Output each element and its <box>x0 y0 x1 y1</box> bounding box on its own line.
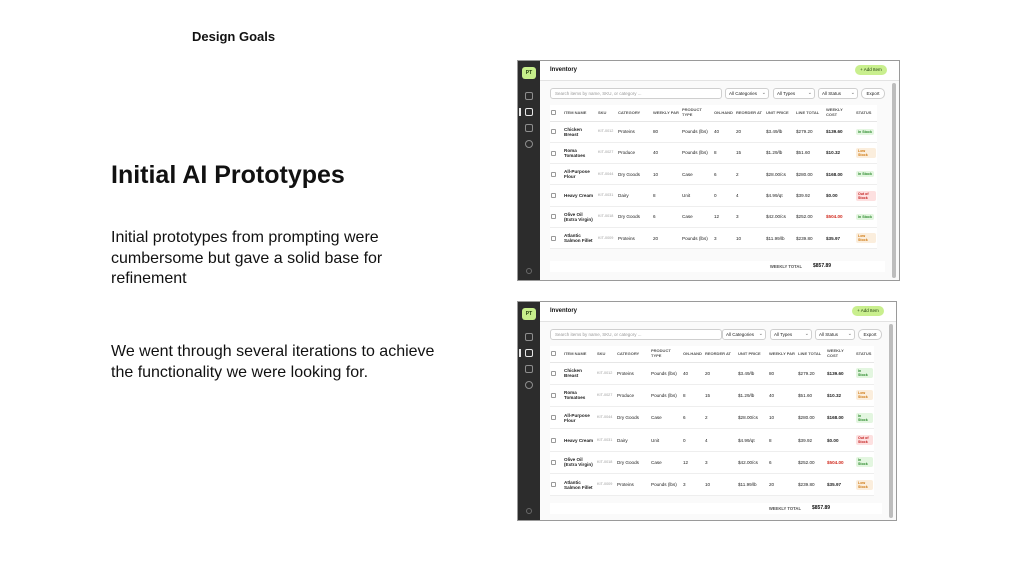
item-weekly-par: 8 <box>768 429 797 451</box>
app-title: Inventory <box>550 308 578 314</box>
item-weekly-par: 6 <box>652 206 681 227</box>
row-checkbox-cell <box>550 206 563 227</box>
status-badge: Low Stock <box>856 233 876 243</box>
item-sku: KIT-0012 <box>596 362 616 384</box>
status-cell <box>855 407 874 429</box>
table-header-row <box>550 346 874 362</box>
row-checkbox-cell <box>550 362 563 384</box>
item-unit-price: $4.99/qt <box>737 429 768 451</box>
dashboard-icon[interactable] <box>525 333 533 341</box>
item-category: Dry Goods <box>617 206 652 227</box>
category-filter-value: All Categories <box>729 91 758 96</box>
description-paragraph-1: Initial prototypes from prompting were cumbersome but gave a solid base for refinement <box>111 229 383 287</box>
item-weekly-cost: $0.00 <box>826 429 855 451</box>
app-header <box>540 302 896 322</box>
status-filter-select[interactable] <box>818 88 858 99</box>
item-unit-price: $3.49/lb <box>737 362 768 384</box>
item-reorder-at: 15 <box>704 384 737 406</box>
item-line-total: $51.60 <box>797 384 826 406</box>
item-weekly-cost: $10.32 <box>826 384 855 406</box>
user-icon[interactable] <box>526 508 532 514</box>
weekly-total-label: WEEKLY TOTAL <box>769 264 802 269</box>
item-category: Dairy <box>617 185 652 206</box>
item-product-type: Case <box>681 164 713 185</box>
table-row[interactable] <box>550 473 874 495</box>
app-title: Inventory <box>550 67 578 73</box>
item-category: Dairy <box>616 429 650 451</box>
item-product-type: Pounds (lbs) <box>650 384 682 406</box>
status-badge: In Stock <box>856 457 873 467</box>
row-checkbox[interactable] <box>551 438 556 443</box>
row-checkbox[interactable] <box>551 482 556 487</box>
app-sidebar <box>518 302 540 520</box>
item-category: Proteins <box>616 473 650 495</box>
status-badge: Out of Stock <box>856 435 873 445</box>
row-checkbox[interactable] <box>551 393 556 398</box>
column-header[interactable]: STATUS <box>855 346 874 362</box>
category-filter-select[interactable] <box>722 329 766 340</box>
item-on-hand: 12 <box>713 206 735 227</box>
status-cell <box>855 164 877 185</box>
item-weekly-par: 10 <box>652 164 681 185</box>
item-line-total: $280.00 <box>795 164 825 185</box>
column-header[interactable]: WEEKLY PAR <box>652 105 681 121</box>
item-on-hand: 8 <box>713 142 735 163</box>
item-sku: KIT-0009 <box>597 227 617 248</box>
description-paragraph-2: We went through several iterations to achieve the functionality we were looking for. <box>111 343 435 381</box>
row-checkbox-cell <box>550 164 563 185</box>
item-sku: KIT-0018 <box>596 451 616 473</box>
inventory-table <box>550 346 874 496</box>
item-unit-price: $28.00/cs <box>765 164 795 185</box>
inventory-icon[interactable] <box>525 349 533 357</box>
item-name: Olive Oil (Extra Virgin) <box>563 451 596 473</box>
item-product-type: Case <box>650 451 682 473</box>
item-line-total: $51.60 <box>795 142 825 163</box>
active-indicator <box>519 108 521 116</box>
chevron-down-icon: ⌄ <box>807 90 812 96</box>
row-checkbox[interactable] <box>551 460 556 465</box>
app-header <box>540 61 899 81</box>
prototype-screenshot-2 <box>517 301 897 521</box>
table-header-row <box>550 105 877 121</box>
item-name: Roma Tomatoes <box>563 142 597 163</box>
column-header[interactable]: CATEGORY <box>617 105 652 121</box>
search-input[interactable]: Search items by name, SKU, or category ... <box>550 88 722 99</box>
item-reorder-at: 3 <box>735 206 765 227</box>
status-cell <box>855 185 877 206</box>
status-filter-select[interactable] <box>815 329 855 340</box>
row-checkbox[interactable] <box>551 129 556 134</box>
item-line-total: $239.80 <box>797 473 826 495</box>
weekly-total-value: $857.89 <box>813 263 832 269</box>
category-filter-select[interactable] <box>725 88 769 99</box>
item-weekly-par: 20 <box>652 227 681 248</box>
row-checkbox-cell <box>550 407 563 429</box>
app-logo: PT <box>522 308 536 320</box>
table-row[interactable] <box>550 384 874 406</box>
add-item-button[interactable]: + Add Item <box>855 65 887 75</box>
item-weekly-par: 20 <box>768 473 797 495</box>
scrollbar[interactable] <box>889 324 893 518</box>
item-reorder-at: 10 <box>704 473 737 495</box>
item-reorder-at: 2 <box>704 407 737 429</box>
item-product-type: Unit <box>681 185 713 206</box>
type-filter-value: All Types <box>774 332 793 337</box>
status-filter-value: All Status <box>822 91 842 96</box>
row-checkbox[interactable] <box>551 172 556 177</box>
table-row[interactable] <box>550 185 877 206</box>
column-header[interactable]: UNIT PRICE <box>737 346 768 362</box>
item-unit-price: $1.29/lb <box>765 142 795 163</box>
table-row[interactable] <box>550 407 874 429</box>
status-filter-value: All Status <box>819 332 839 337</box>
column-header[interactable]: ITEM NAME <box>563 105 597 121</box>
column-header[interactable]: PRODUCT TYPE <box>650 346 682 362</box>
status-cell <box>855 227 877 248</box>
item-category: Dry Goods <box>616 407 650 429</box>
item-unit-price: $11.99/lb <box>737 473 768 495</box>
type-filter-select[interactable] <box>773 88 815 99</box>
weekly-total-label: WEEKLY TOTAL <box>768 506 801 511</box>
inventory-table <box>550 105 877 249</box>
item-weekly-cost: $168.00 <box>826 407 855 429</box>
item-line-total: $279.20 <box>797 362 826 384</box>
item-name: Heavy Cream <box>563 429 596 451</box>
item-weekly-cost: $0.00 <box>825 185 855 206</box>
item-category: Dry Goods <box>616 451 650 473</box>
column-header[interactable]: UNIT PRICE <box>765 105 795 121</box>
status-badge: Low Stock <box>856 148 876 158</box>
table-row[interactable] <box>550 206 877 227</box>
item-weekly-cost: $168.00 <box>825 164 855 185</box>
settings-icon[interactable] <box>525 381 533 389</box>
item-weekly-par: 6 <box>768 451 797 473</box>
item-product-type: Pounds (lbs) <box>681 227 713 248</box>
export-button[interactable]: Export <box>861 88 885 99</box>
item-reorder-at: 4 <box>735 185 765 206</box>
item-on-hand: 40 <box>713 121 735 142</box>
item-product-type: Case <box>681 206 713 227</box>
chevron-down-icon: ⌄ <box>758 331 763 337</box>
column-header[interactable]: PRODUCT TYPE <box>681 105 713 121</box>
column-header[interactable]: REORDER AT <box>704 346 737 362</box>
scrollbar[interactable] <box>892 83 896 278</box>
status-cell <box>855 384 874 406</box>
item-reorder-at: 3 <box>704 451 737 473</box>
item-sku: KIT-0009 <box>596 473 616 495</box>
item-category: Produce <box>616 384 650 406</box>
column-header[interactable]: LINE TOTAL <box>795 105 825 121</box>
item-reorder-at: 4 <box>704 429 737 451</box>
item-weekly-cost: $35.97 <box>825 227 855 248</box>
row-checkbox-cell <box>550 185 563 206</box>
weekly-total-row <box>550 261 885 272</box>
item-on-hand: 8 <box>682 384 704 406</box>
item-weekly-cost: $504.00 <box>825 206 855 227</box>
chevron-down-icon: ⌄ <box>804 331 809 337</box>
slide-title: Initial AI Prototypes <box>111 161 345 189</box>
item-line-total: $252.00 <box>795 206 825 227</box>
item-reorder-at: 20 <box>735 121 765 142</box>
item-unit-price: $4.99/qt <box>765 185 795 206</box>
item-sku: KIT-0044 <box>597 164 617 185</box>
item-weekly-par: 40 <box>652 142 681 163</box>
select-all-checkbox[interactable] <box>551 351 556 356</box>
app-main <box>540 302 896 520</box>
column-header[interactable]: STATUS <box>855 105 877 121</box>
item-line-total: $280.00 <box>797 407 826 429</box>
item-line-total: $39.92 <box>797 429 826 451</box>
chevron-down-icon: ⌄ <box>847 331 852 337</box>
item-line-total: $279.20 <box>795 121 825 142</box>
item-weekly-cost: $139.60 <box>826 362 855 384</box>
item-on-hand: 12 <box>682 451 704 473</box>
item-sku: KIT-0012 <box>597 121 617 142</box>
search-input[interactable]: Search items by name, SKU, or category ... <box>550 329 722 340</box>
item-weekly-par: 8 <box>652 185 681 206</box>
item-category: Dry Goods <box>617 164 652 185</box>
item-weekly-cost: $10.32 <box>825 142 855 163</box>
app-logo: PT <box>522 67 536 79</box>
item-weekly-par: 40 <box>768 384 797 406</box>
item-sku: KIT-0018 <box>597 206 617 227</box>
row-checkbox-cell <box>550 227 563 248</box>
row-checkbox-cell <box>550 384 563 406</box>
export-button[interactable]: Export <box>858 329 882 340</box>
weekly-total-row <box>550 503 882 514</box>
status-badge: Low Stock <box>856 390 873 400</box>
item-line-total: $239.80 <box>795 227 825 248</box>
column-header[interactable]: REORDER AT <box>735 105 765 121</box>
item-sku: KIT-0031 <box>596 429 616 451</box>
column-header[interactable]: WEEKLY PAR <box>768 346 797 362</box>
item-reorder-at: 10 <box>735 227 765 248</box>
row-checkbox[interactable] <box>551 415 556 420</box>
item-line-total: $252.00 <box>797 451 826 473</box>
column-header[interactable]: WEEKLY COST <box>826 346 855 362</box>
item-name: Atlantic Salmon Fillet <box>563 473 596 495</box>
item-name: All-Purpose Flour <box>563 164 597 185</box>
tag-icon[interactable] <box>525 124 533 132</box>
settings-icon[interactable] <box>525 140 533 148</box>
row-checkbox[interactable] <box>551 151 556 156</box>
status-badge: In Stock <box>858 129 872 134</box>
chevron-down-icon: ⌄ <box>850 90 855 96</box>
status-badge: In Stock <box>856 413 873 423</box>
table-row[interactable] <box>550 429 874 451</box>
item-name: Olive Oil (Extra Virgin) <box>563 206 597 227</box>
table-row[interactable] <box>550 142 877 163</box>
item-unit-price: $1.29/lb <box>737 384 768 406</box>
item-unit-price: $28.00/cs <box>737 407 768 429</box>
column-header[interactable]: CATEGORY <box>616 346 650 362</box>
item-category: Produce <box>617 142 652 163</box>
status-badge: In Stock <box>858 172 872 177</box>
row-checkbox-cell <box>550 142 563 163</box>
status-cell <box>855 362 874 384</box>
item-sku: KIT-0044 <box>596 407 616 429</box>
item-on-hand: 6 <box>682 407 704 429</box>
item-reorder-at: 20 <box>704 362 737 384</box>
active-indicator <box>519 349 521 357</box>
item-name: Heavy Cream <box>563 185 597 206</box>
row-checkbox[interactable] <box>551 214 556 219</box>
item-product-type: Pounds (lbs) <box>681 121 713 142</box>
column-header[interactable]: ON-HAND <box>682 346 704 362</box>
item-product-type: Case <box>650 407 682 429</box>
item-category: Proteins <box>616 362 650 384</box>
status-cell <box>855 142 877 163</box>
status-cell <box>855 473 874 495</box>
table-row[interactable] <box>550 121 877 142</box>
item-name: Chicken Breast <box>563 121 597 142</box>
row-checkbox-cell <box>550 429 563 451</box>
item-product-type: Unit <box>650 429 682 451</box>
column-header[interactable]: LINE TOTAL <box>797 346 826 362</box>
type-filter-value: All Types <box>777 91 796 96</box>
item-name: All-Purpose Flour <box>563 407 596 429</box>
column-header[interactable]: ON-HAND <box>713 105 735 121</box>
item-weekly-cost: $35.97 <box>826 473 855 495</box>
item-on-hand: 3 <box>682 473 704 495</box>
status-cell <box>855 121 877 142</box>
user-icon[interactable] <box>526 268 532 274</box>
status-badge: In Stock <box>858 214 872 219</box>
app-sidebar <box>518 61 540 280</box>
table-row[interactable] <box>550 451 874 473</box>
row-checkbox-cell <box>550 121 563 142</box>
column-header[interactable]: ITEM NAME <box>563 346 596 362</box>
dashboard-icon[interactable] <box>525 92 533 100</box>
item-on-hand: 0 <box>713 185 735 206</box>
status-cell <box>855 451 874 473</box>
item-on-hand: 0 <box>682 429 704 451</box>
item-name: Roma Tomatoes <box>563 384 596 406</box>
row-checkbox-cell <box>550 473 563 495</box>
item-name: Atlantic Salmon Fillet <box>563 227 597 248</box>
row-checkbox[interactable] <box>551 193 556 198</box>
item-on-hand: 3 <box>713 227 735 248</box>
item-weekly-par: 10 <box>768 407 797 429</box>
app-main <box>540 61 899 280</box>
section-eyebrow: Design Goals <box>192 29 276 44</box>
status-badge: Low Stock <box>856 480 873 490</box>
add-item-button[interactable]: + Add Item <box>852 306 884 316</box>
status-cell <box>855 206 877 227</box>
column-header[interactable]: SKU <box>596 346 616 362</box>
select-all-checkbox[interactable] <box>551 110 556 115</box>
item-product-type: Pounds (lbs) <box>681 142 713 163</box>
table-row[interactable] <box>550 362 874 384</box>
weekly-total-value: $857.89 <box>812 505 831 511</box>
item-sku: KIT-0027 <box>596 384 616 406</box>
column-header[interactable]: SKU <box>597 105 617 121</box>
row-checkbox[interactable] <box>551 236 556 241</box>
table-row[interactable] <box>550 164 877 185</box>
item-on-hand: 6 <box>713 164 735 185</box>
item-product-type: Pounds (lbs) <box>650 362 682 384</box>
item-category: Proteins <box>617 121 652 142</box>
item-unit-price: $42.00/cs <box>737 451 768 473</box>
table-row[interactable] <box>550 227 877 248</box>
tag-icon[interactable] <box>525 365 533 373</box>
item-weekly-par: 80 <box>768 362 797 384</box>
type-filter-select[interactable] <box>770 329 812 340</box>
column-header[interactable]: WEEKLY COST <box>825 105 855 121</box>
inventory-icon[interactable] <box>525 108 533 116</box>
status-badge: Out of Stock <box>856 191 876 201</box>
item-name: Chicken Breast <box>563 362 596 384</box>
item-reorder-at: 2 <box>735 164 765 185</box>
item-weekly-cost: $504.00 <box>826 451 855 473</box>
item-unit-price: $3.49/lb <box>765 121 795 142</box>
prototype-screenshot-1 <box>517 60 900 281</box>
status-badge: In Stock <box>856 368 873 378</box>
row-checkbox-cell <box>550 451 563 473</box>
item-category: Proteins <box>617 227 652 248</box>
item-on-hand: 40 <box>682 362 704 384</box>
item-sku: KIT-0031 <box>597 185 617 206</box>
chevron-down-icon: ⌄ <box>761 90 766 96</box>
item-sku: KIT-0027 <box>597 142 617 163</box>
item-line-total: $39.92 <box>795 185 825 206</box>
category-filter-value: All Categories <box>726 332 755 337</box>
item-unit-price: $42.00/cs <box>765 206 795 227</box>
item-weekly-cost: $139.60 <box>825 121 855 142</box>
item-weekly-par: 80 <box>652 121 681 142</box>
row-checkbox[interactable] <box>551 371 556 376</box>
item-reorder-at: 15 <box>735 142 765 163</box>
item-product-type: Pounds (lbs) <box>650 473 682 495</box>
item-unit-price: $11.99/lb <box>765 227 795 248</box>
status-cell <box>855 429 874 451</box>
